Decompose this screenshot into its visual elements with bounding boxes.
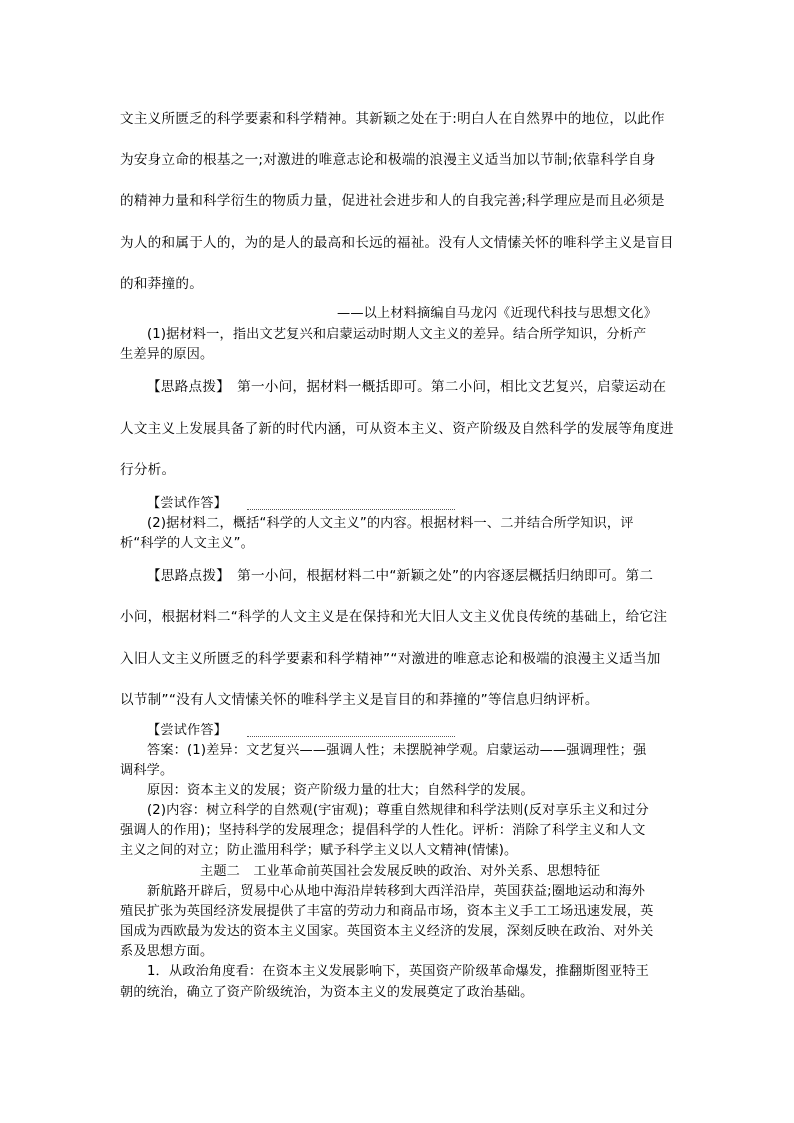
- source-citation: ——以上材料摘编自马龙闪《近现代科技与思想文化》: [337, 306, 658, 321]
- answer-text: (2)内容：树立科学的自然观(宇宙观)；尊重自然规律和科学法则(反对享乐主义和过分: [147, 803, 649, 818]
- question-1: (1)据材料一，指出文艺复兴和启蒙运动时期人文主义的差异。结合所学知识，分析产: [147, 327, 647, 342]
- section-heading: 主题二 工业革命前英国社会发展反映的政治、对外关系、思想特征: [200, 864, 601, 879]
- answer-text: 强调人的作用)；坚持科学的发展理念；提倡科学的人性化。评析：消除了科学主义和人文: [120, 823, 646, 838]
- body-paragraph: 1．从政治角度看：在资本主义发展影响下，英国资产阶级革命爆发，推翻斯图亚特王: [147, 964, 650, 979]
- answer-text: 调科学。: [120, 763, 174, 778]
- question-2: (2)据材料二，概括“科学的人文主义”的内容。根据材料一、二并结合所学知识，评: [147, 516, 634, 531]
- text-line: 为人的和属于人的，为的是人的最高和长远的福祉。没有人文情愫关怀的唯科学主义是盲目: [120, 235, 674, 251]
- body-paragraph: 新航路开辟后，贸易中心从地中海沿岸转移到大西洋沿岸，英国获益;圈地运动和海外: [147, 884, 646, 899]
- answer-text: 原因：资本主义的发展；资产阶级力量的壮大；自然科学的发展。: [147, 783, 534, 798]
- hint-2-cont: 小问，根据材料二“科学的人文主义是在保持和光大旧人文主义优良传统的基础上，给它注: [120, 609, 668, 625]
- text-line: 为安身立命的根基之一;对激进的唯意志论和极端的浪漫主义适当加以节制;依靠科学自身: [120, 152, 656, 168]
- hint-1-cont: 行分析。: [120, 462, 176, 478]
- body-paragraph: 朝的统治，确立了资产阶级统治，为资本主义的发展奠定了政治基础。: [120, 985, 534, 1000]
- answer-blank-2: [247, 736, 455, 737]
- hint-1: 【思路点拨】 第一小问，据材料一概括即可。第二小问，相比文艺复兴，启蒙运动在: [147, 379, 667, 395]
- answer-prompt-1: 【尝试作答】: [147, 496, 228, 511]
- answer-prompt-2: 【尝试作答】: [147, 723, 228, 738]
- body-paragraph: 殖民扩张为英国经济发展提供了丰富的劳动力和商品市场，资本主义手工工场迅速发展，英: [120, 904, 654, 919]
- hint-2: 【思路点拨】 第一小问，根据材料二中“新颖之处”的内容逐层概括归纳即可。第二: [147, 568, 654, 584]
- body-paragraph: 系及思想方面。: [120, 944, 214, 959]
- hint-1-cont: 人文主义上发展具备了新的时代内涵，可从资本主义、资产阶级及自然科学的发展等角度进: [120, 421, 674, 437]
- answer-text: 主义之间的对立；防止滥用科学；赋予科学主义以人文精神(情愫)。: [120, 843, 518, 858]
- text-line: 的精神力量和科学衍生的物质力量，促进社会进步和人的自我完善;科学理应是而且必须是: [120, 193, 665, 209]
- question-2-cont: 析“科学的人文主义”。: [120, 536, 255, 551]
- text-line: 文主义所匮乏的科学要素和科学精神。其新颖之处在于:明白人在自然界中的地位，以此作: [120, 111, 665, 127]
- question-1-cont: 生差异的原因。: [120, 347, 214, 362]
- hint-2-cont: 以节制”“没有人文情愫关怀的唯科学主义是盲目的和莽撞的”等信息归纳评析。: [120, 692, 599, 708]
- text-line: 的和莽撞的。: [120, 276, 204, 292]
- answer-text: 答案：(1)差异：文艺复兴——强调人性；未摆脱神学观。启蒙运动——强调理性；强: [147, 743, 647, 758]
- body-paragraph: 国成为西欧最为发达的资本主义国家。英国资本主义经济的发展，深刻反映在政治、对外关: [120, 924, 654, 939]
- answer-blank-1: [247, 509, 455, 510]
- hint-2-cont: 入旧人文主义所匮乏的科学要素和科学精神”“对激进的唯意志论和极端的浪漫主义适当加: [120, 651, 661, 667]
